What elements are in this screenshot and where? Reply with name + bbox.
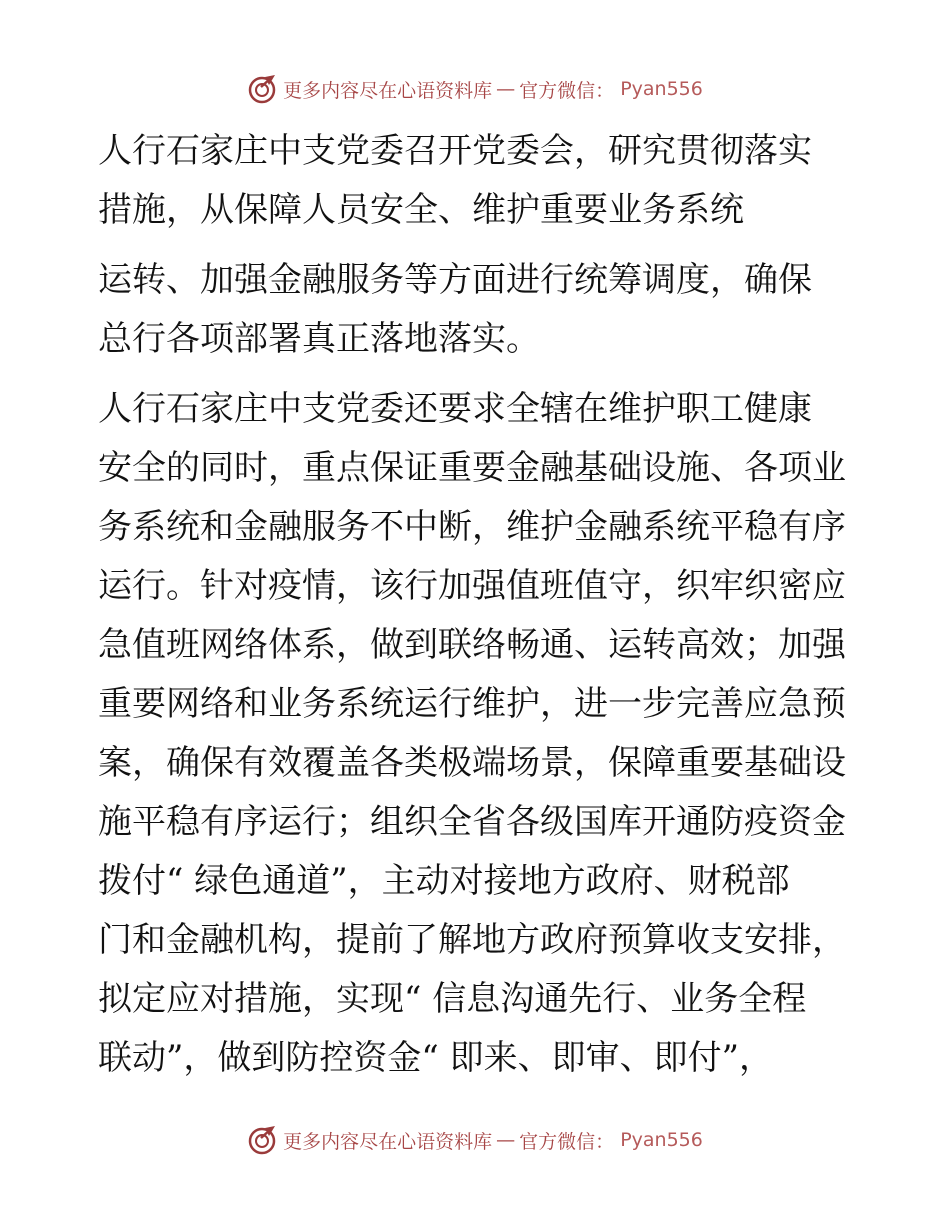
footer-watermark (0, 1124, 950, 1156)
text-line: 人行石家庄中支党委还要求全辖在维护职工健康 (98, 389, 812, 429)
text-line: 案，确保有效覆盖各类极端场景，保障重要基础设 (98, 743, 846, 783)
text-line: 人行石家庄中支党委召开党委会，研究贯彻落实 (98, 131, 812, 171)
watermark-text: 更多内容尽在心语资料库 (283, 1130, 493, 1153)
text-line: 施平稳有序运行；组织全省各级国库开通防疫资金 (98, 802, 846, 842)
watermark-official-label: 官方微信： (519, 1130, 615, 1153)
paragraph (98, 251, 858, 369)
watermark-account: Pyan556 (620, 1129, 703, 1151)
text-line: 总行各项部署真正落地落实。 (98, 319, 540, 359)
text-line: 门和金融机构，提前了解地方政府预算收支安排， (98, 920, 846, 960)
text-line: 重要网络和业务系统运行维护，进一步完善应急预 (98, 684, 846, 724)
text-line: 措施，从保障人员安全、维护重要业务系统 (98, 190, 744, 230)
paragraph (98, 380, 858, 1088)
watermark-account: Pyan556 (620, 78, 703, 100)
header-watermark (0, 73, 950, 105)
text-line: 安全的同时，重点保证重要金融基础设施、各项业 (98, 448, 846, 488)
text-line: 运转、加强金融服务等方面进行统筹调度，确保 (98, 260, 812, 300)
text-line: 拨付“ 绿色通道”，主动对接地方政府、财税部 (98, 861, 790, 901)
watermark-official-label: 官方微信： (519, 79, 615, 102)
text-line: 拟定应对措施，实现“ 信息沟通先行、业务全程 (98, 979, 807, 1019)
text-line: 联动”，做到防控资金“ 即来、即审、即付”， (98, 1038, 773, 1078)
watermark-dash: — (496, 78, 516, 100)
watermark-dash: — (496, 1129, 516, 1151)
pen-logo-icon (247, 73, 279, 105)
body-text (98, 122, 858, 1088)
pen-logo-icon (247, 1124, 279, 1156)
watermark-text: 更多内容尽在心语资料库 (283, 79, 493, 102)
text-line: 务系统和金融服务不中断，维护金融系统平稳有序 (98, 507, 846, 547)
paragraph (98, 122, 858, 240)
text-line: 运行。针对疫情，该行加强值班值守，织牢织密应 (98, 566, 846, 606)
text-line: 急值班网络体系，做到联络畅通、运转高效；加强 (98, 625, 846, 665)
